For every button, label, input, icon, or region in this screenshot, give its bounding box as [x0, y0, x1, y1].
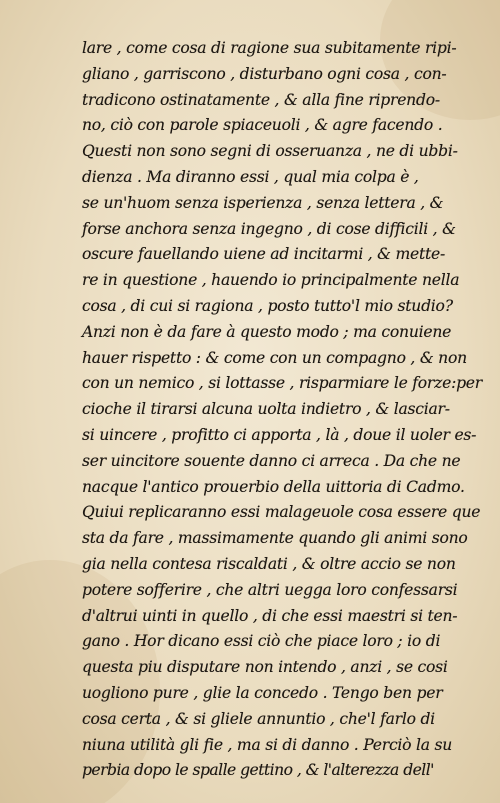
text-line: gliano , garriscono , disturbano ogni cosa , con-	[82, 64, 447, 83]
text-line: nacque l'antico prouerbio della uittoria di Cadmo.	[82, 477, 465, 496]
text-line: forse anchora senza ingegno , di cose difficili , &	[82, 219, 456, 238]
text-line: se un'huom senza isperienza , senza lettera , &	[82, 193, 444, 212]
text-line: d'altrui uinti in quello , di che essi maestri si ten-	[82, 606, 458, 625]
text-line: questa piu disputare non intendo , anzi , se cosi	[82, 658, 448, 677]
text-line: niuna utilità gli fie , ma si di danno . Perciò la su	[82, 735, 453, 754]
text-line: ser uincitore souente danno ci arreca . Da che ne	[82, 451, 461, 470]
text-line: gia nella contesa riscaldati , & oltre accio se non	[82, 554, 456, 573]
text-line: cosa certa , & si gliele annuntio , che'l farlo di	[82, 709, 435, 728]
text-line: dienza . Ma diranno essi , qual mia colpa è ,	[82, 167, 419, 186]
text-line: con un nemico , si lottasse , risparmiare le forze:per	[82, 374, 482, 393]
text-line: Questi non sono segni di osseruanza , ne di ubbi-	[82, 142, 458, 161]
text-line: hauer rispetto : & come con un compagno , & non	[82, 348, 467, 367]
text-line: no, ciò con parole spiaceuoli , & agre facendo .	[82, 116, 443, 135]
text-line: si uincere , profitto ci apporta , là , doue il uoler es-	[82, 425, 477, 444]
text-line: tradicono ostinatamente , & alla fine riprendo-	[82, 90, 440, 109]
text-line: sta da fare , massimamente quando gli animi sono	[82, 529, 468, 548]
text-line: oscure fauellando uiene ad incitarmi , & mette-	[82, 245, 446, 264]
text-line: Quiui replicaranno essi malageuole cosa essere que	[82, 503, 481, 522]
text-line: potere sofferire , che altri uegga loro confessarsi	[82, 580, 458, 599]
text-line: gano . Hor dicano essi ciò che piace loro ; io di	[82, 632, 441, 651]
text-line: lare , come cosa di ragione sua subitamente ripi-	[82, 39, 457, 57]
text-line: re in questione , hauendo io principalmente nella	[82, 271, 460, 290]
text-line: perbia dopo le spalle gettino , & l'alterezza dell'	[82, 761, 434, 780]
text-line: cioche il tirarsi alcuna uolta indietro , & lasciar-	[82, 400, 450, 419]
text-line: cosa , di cui si ragiona , posto tutto'l mio studio?	[82, 296, 453, 315]
text-line: uogliono pure , glie la concedo . Tengo ben per	[82, 683, 443, 702]
text-line: Anzi non è da fare à questo modo ; ma conuiene	[82, 322, 452, 341]
body-text	[82, 36, 482, 784]
